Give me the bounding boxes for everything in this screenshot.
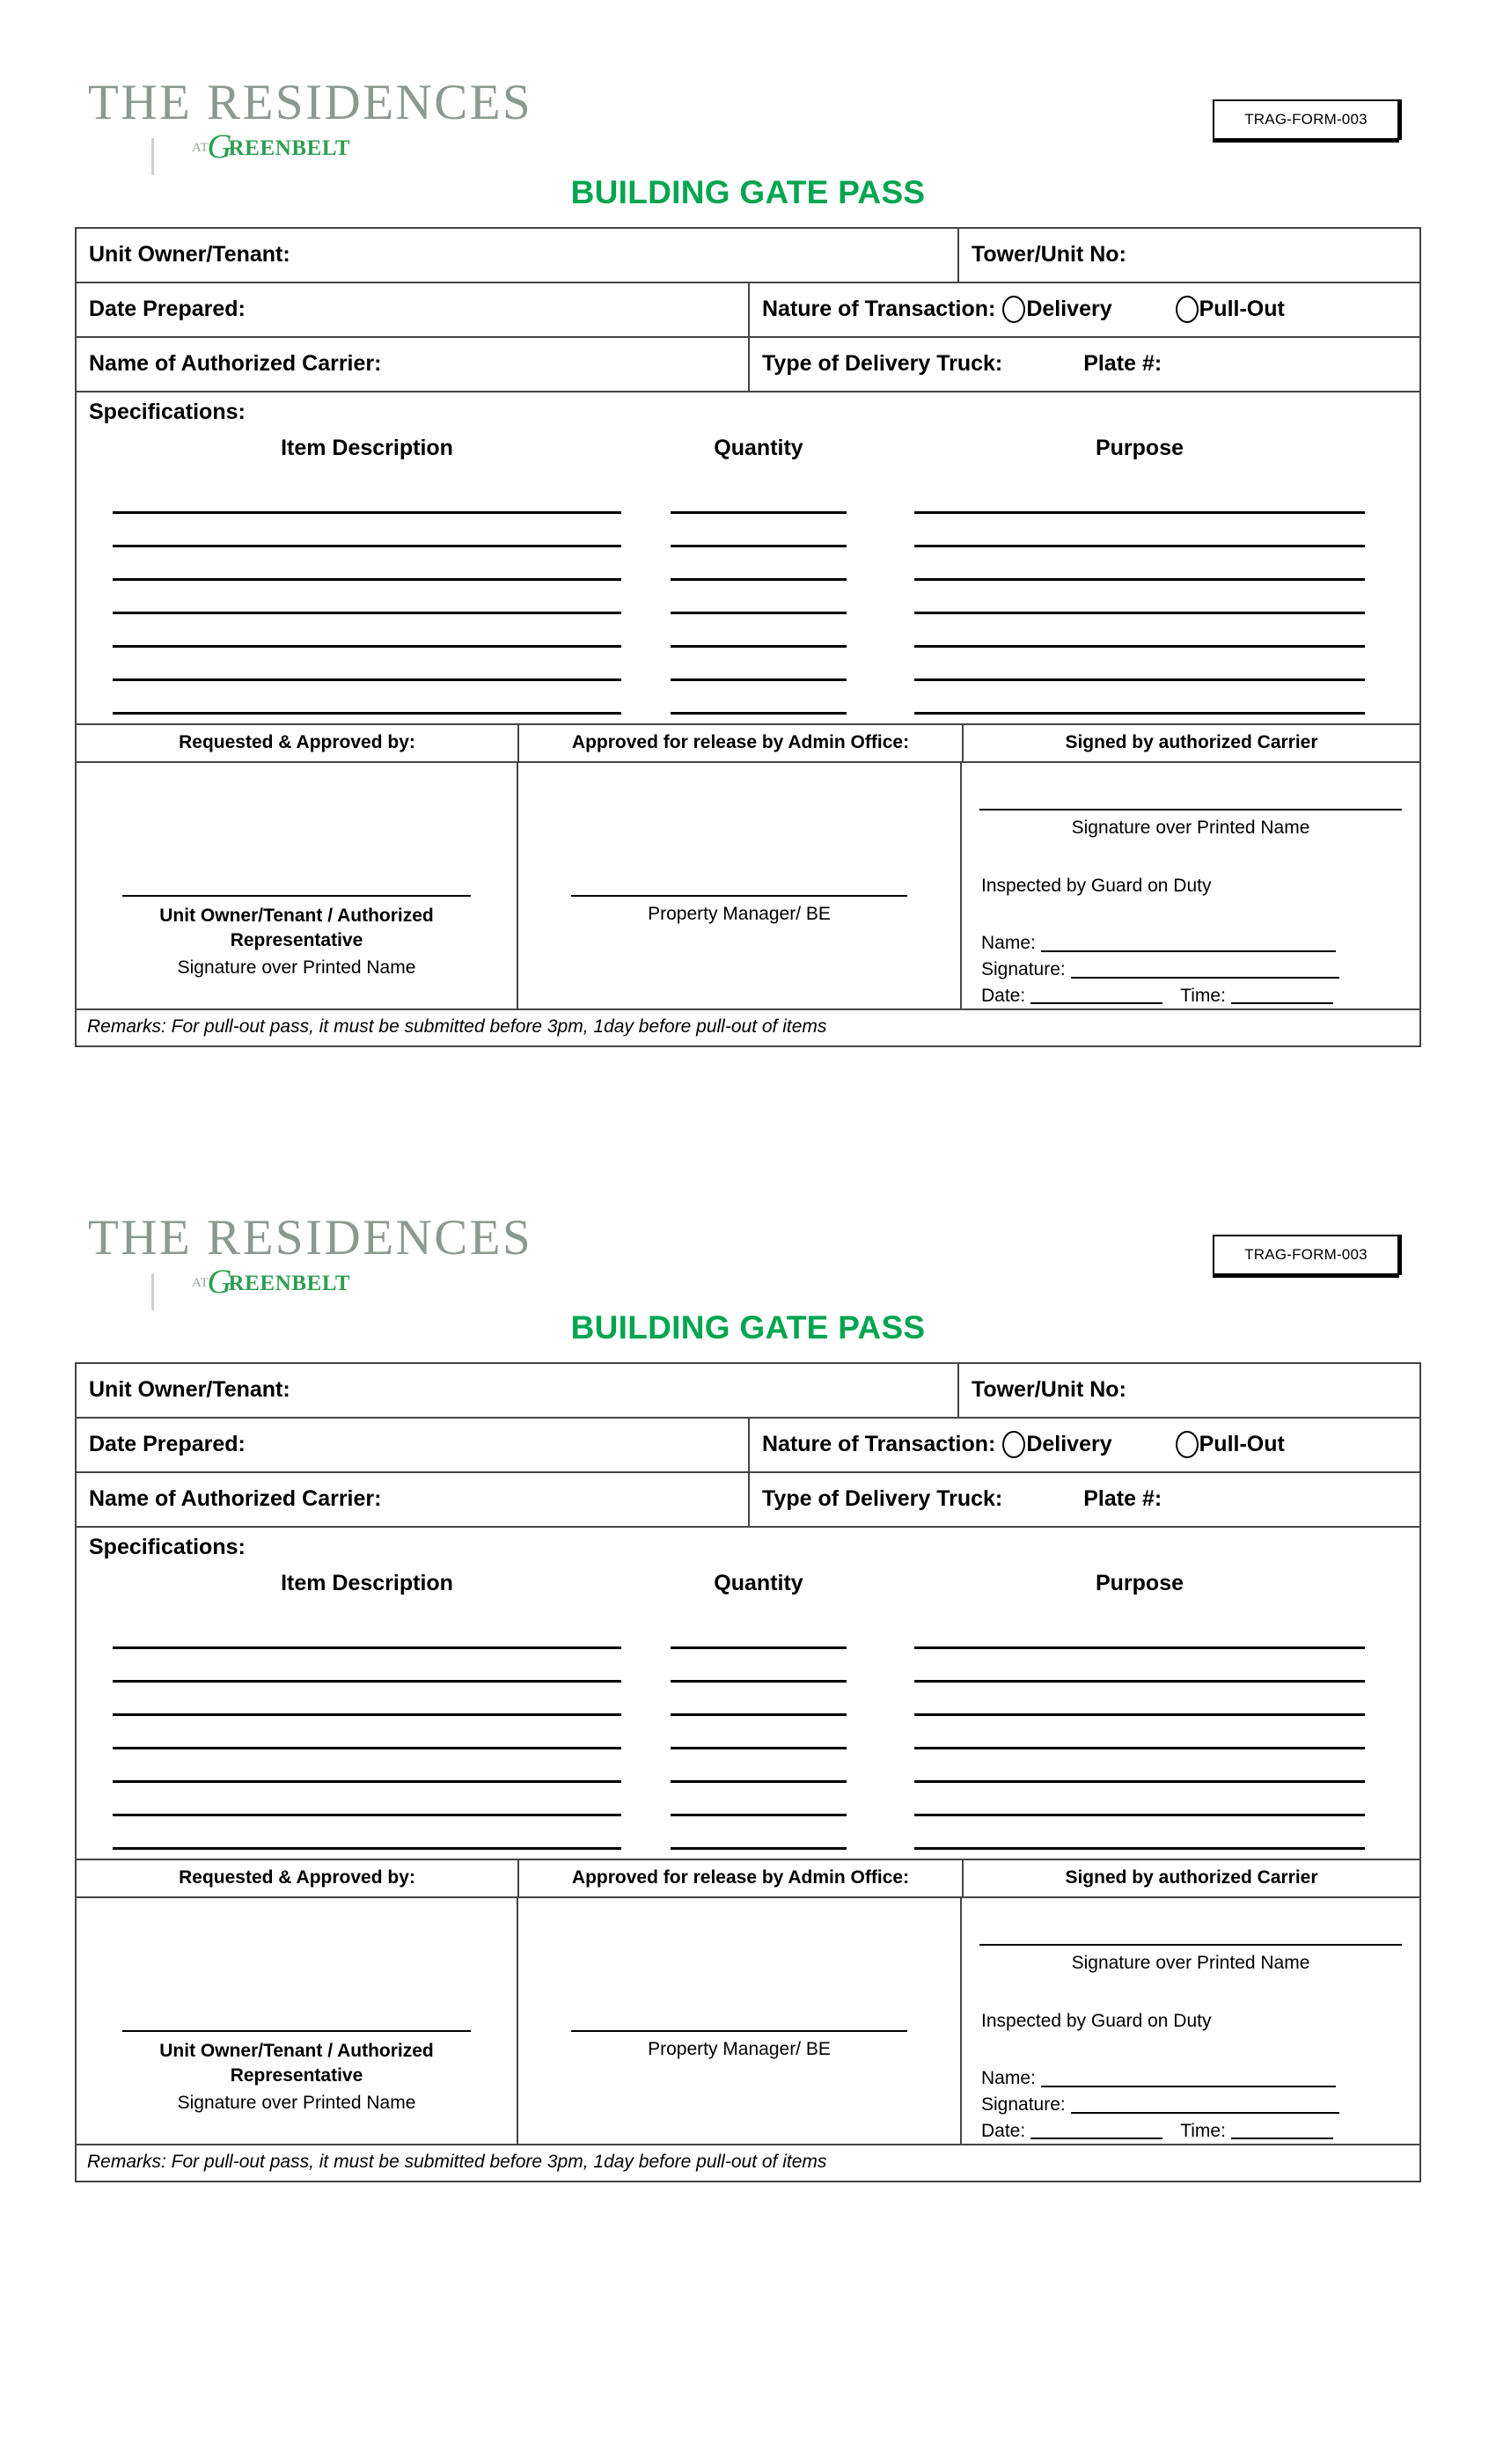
blank-line-item-description[interactable]: [113, 545, 621, 547]
label-guard-date: Date:: [981, 2120, 1026, 2141]
blank-line-quantity[interactable]: [671, 545, 847, 547]
brand-tagline: [192, 1263, 616, 1301]
gate-pass-form-copy-1: [0, 0, 1496, 1038]
header-requested-approved-by: Requested & Approved by:: [77, 725, 519, 761]
specification-entry-row[interactable]: [77, 1649, 1419, 1683]
blank-line-purpose[interactable]: [914, 1713, 1365, 1716]
row-date-prepared: [77, 1419, 1419, 1473]
brand-g-script: G: [207, 1263, 232, 1301]
label-type-of-delivery-truck: Type of Delivery Truck:: [762, 1485, 1003, 1511]
specification-entry-row[interactable]: [77, 1783, 1419, 1816]
blank-line-guard-signature[interactable]: [1071, 2112, 1339, 2114]
signature-line-property-manager[interactable]: [571, 2030, 907, 2032]
form-header: [0, 1135, 1496, 1346]
blank-line-quantity[interactable]: [671, 1680, 847, 1683]
form-code-text: TRAG-FORM-003: [1244, 1246, 1368, 1263]
label-date-prepared: Date Prepared:: [89, 1431, 246, 1456]
blank-line-purpose[interactable]: [914, 712, 1365, 715]
blank-line-quantity[interactable]: [671, 612, 847, 614]
blank-line-guard-name[interactable]: [1041, 950, 1336, 952]
brand-tagline: [192, 128, 616, 165]
signature-line-property-manager[interactable]: [571, 895, 907, 897]
caption-carrier-signature: Signature over Printed Name: [1071, 818, 1310, 838]
form-header: [0, 0, 1496, 210]
signature-line-owner[interactable]: [122, 2030, 471, 2032]
label-nature-of-transaction: Nature of Transaction:: [762, 296, 996, 321]
page-title: BUILDING GATE PASS: [570, 1309, 926, 1346]
specification-entry-row[interactable]: [77, 581, 1419, 614]
radio-delivery-icon[interactable]: [1002, 1431, 1025, 1458]
brand-logo: [88, 75, 616, 165]
label-option-delivery: Delivery: [1026, 296, 1112, 321]
signature-line-carrier[interactable]: [979, 1944, 1402, 1946]
specifications-blank-lines: [77, 480, 1419, 715]
label-guard-name: Name:: [981, 2068, 1036, 2088]
header-signed-authorized-carrier: Signed by authorized Carrier: [1065, 1867, 1318, 1888]
label-option-delivery: Delivery: [1026, 1431, 1112, 1456]
specifications-block: [77, 1528, 1419, 1860]
label-name-of-authorized-carrier: Name of Authorized Carrier:: [89, 350, 382, 376]
blank-line-item-description[interactable]: [113, 1780, 621, 1783]
blank-line-item-description[interactable]: [113, 712, 621, 715]
signature-headers-row: [77, 1860, 1419, 1898]
blank-line-purpose[interactable]: [914, 1814, 1365, 1816]
row-authorized-carrier: [77, 338, 1419, 392]
row-unit-owner: [77, 1364, 1419, 1419]
field-date-prepared[interactable]: [77, 1419, 750, 1471]
specification-entry-row[interactable]: [77, 681, 1419, 715]
column-header-purpose: Purpose: [1095, 436, 1184, 460]
field-name-of-authorized-carrier[interactable]: [77, 1473, 750, 1526]
field-tower-unit-no[interactable]: [959, 229, 1419, 282]
blank-line-item-description[interactable]: [113, 511, 621, 514]
label-tower-unit-no: Tower/Unit No:: [972, 1376, 1126, 1402]
blank-line-purpose[interactable]: [914, 1747, 1365, 1749]
form-code-text: TRAG-FORM-003: [1244, 111, 1368, 128]
form-code-box: [1213, 1235, 1399, 1275]
brand-name: THE RESIDENCES: [88, 75, 533, 130]
label-owner-title-line1: Unit Owner/Tenant / Authorized: [159, 906, 434, 926]
signature-line-carrier[interactable]: [979, 809, 1402, 810]
blank-line-quantity[interactable]: [671, 1780, 847, 1783]
radio-pull-out-icon[interactable]: [1176, 1431, 1199, 1458]
blank-line-quantity[interactable]: [671, 645, 847, 648]
gate-pass-table: [75, 227, 1421, 1047]
field-truck-and-plate[interactable]: [750, 1473, 1419, 1526]
label-option-pull-out: Pull-Out: [1199, 1431, 1285, 1456]
label-owner-title: [77, 904, 517, 954]
remarks-row: Remarks: For pull-out pass, it must be submitted before 3pm, 1day before pull-out of items: [87, 1016, 827, 1038]
field-unit-owner-tenant[interactable]: [77, 229, 959, 282]
field-truck-and-plate[interactable]: [750, 338, 1419, 391]
blank-line-quantity[interactable]: [671, 1713, 847, 1716]
header-approved-admin-office: Approved for release by Admin Office:: [519, 725, 964, 761]
blank-line-purpose[interactable]: [914, 1780, 1365, 1783]
column-header-item-description: Item Description: [281, 436, 453, 460]
header-requested-approved-by: Requested & Approved by:: [77, 1860, 519, 1896]
specifications-column-headers: [77, 1571, 1419, 1596]
field-date-prepared[interactable]: [77, 283, 750, 336]
blank-line-purpose[interactable]: [914, 678, 1365, 681]
label-option-pull-out: Pull-Out: [1199, 296, 1285, 321]
label-nature-of-transaction: Nature of Transaction:: [762, 1431, 996, 1456]
blank-line-item-description[interactable]: [113, 1646, 621, 1649]
signature-block-admin[interactable]: [518, 763, 962, 1008]
signature-body-row: [77, 1898, 1419, 2145]
header-signed-authorized-carrier: Signed by authorized Carrier: [1065, 732, 1318, 752]
label-unit-owner-tenant: Unit Owner/Tenant:: [89, 1376, 290, 1402]
brand-greenbelt-label: REENBELT: [228, 136, 351, 160]
signature-block-carrier[interactable]: [962, 763, 1419, 1008]
guard-field-name[interactable]: [981, 930, 1402, 957]
specification-entry-row[interactable]: [77, 1816, 1419, 1850]
specification-entry-row[interactable]: [77, 648, 1419, 681]
guard-field-date-time[interactable]: [981, 2118, 1402, 2145]
brand-greenbelt-label: REENBELT: [228, 1272, 351, 1295]
label-guard-signature: Signature:: [981, 2094, 1066, 2115]
blank-line-quantity[interactable]: [671, 1847, 847, 1850]
specification-entry-row[interactable]: [77, 480, 1419, 514]
blank-line-item-description[interactable]: [113, 1713, 621, 1716]
label-guard-time: Time:: [1180, 2120, 1226, 2141]
caption-owner-signature: Signature over Printed Name: [177, 2092, 416, 2113]
gate-pass-form-copy-2: [0, 1135, 1496, 2173]
row-authorized-carrier: [77, 1473, 1419, 1528]
caption-owner-signature: Signature over Printed Name: [177, 957, 416, 978]
brand-at-label: AT: [192, 141, 209, 155]
label-inspected-by-guard: Inspected by Guard on Duty: [981, 876, 1212, 896]
form-code-box: [1213, 99, 1399, 140]
guard-field-signature[interactable]: [981, 957, 1402, 983]
caption-property-manager: Property Manager/ BE: [648, 2039, 831, 2059]
specification-entry-row[interactable]: [77, 1616, 1419, 1649]
label-specifications: Specifications:: [89, 400, 246, 424]
blank-line-guard-date[interactable]: [1030, 1002, 1162, 1004]
field-unit-owner-tenant[interactable]: [77, 1364, 959, 1417]
label-guard-date: Date:: [981, 985, 1026, 1006]
guard-field-date-time[interactable]: [981, 983, 1402, 1009]
blank-line-purpose[interactable]: [914, 1847, 1365, 1850]
specification-entry-row[interactable]: [77, 514, 1419, 547]
blank-line-purpose[interactable]: [914, 511, 1365, 514]
brand-tick-mark: [151, 1273, 154, 1310]
brand-g-script: G: [207, 128, 232, 165]
blank-line-quantity[interactable]: [671, 578, 847, 581]
signature-block-owner[interactable]: [77, 763, 518, 1008]
field-name-of-authorized-carrier[interactable]: [77, 338, 750, 391]
label-plate-no: Plate #:: [1083, 1485, 1162, 1511]
label-date-prepared: Date Prepared:: [89, 296, 246, 321]
row-date-prepared: [77, 283, 1419, 338]
label-owner-title-line2: Representative: [230, 2065, 363, 2086]
specifications-column-headers: [77, 436, 1419, 461]
brand-name: THE RESIDENCES: [88, 1210, 533, 1265]
label-guard-time: Time:: [1180, 985, 1226, 1006]
caption-property-manager: Property Manager/ BE: [648, 904, 831, 924]
label-name-of-authorized-carrier: Name of Authorized Carrier:: [89, 1485, 382, 1511]
guard-field-name[interactable]: [981, 2065, 1402, 2092]
blank-line-purpose[interactable]: [914, 645, 1365, 648]
blank-line-purpose[interactable]: [914, 545, 1365, 547]
column-header-quantity: Quantity: [714, 1571, 803, 1595]
label-guard-name: Name:: [981, 933, 1036, 953]
label-tower-unit-no: Tower/Unit No:: [972, 241, 1126, 267]
gate-pass-table: [75, 1362, 1421, 2182]
blank-line-quantity[interactable]: [671, 1747, 847, 1749]
blank-line-purpose[interactable]: [914, 612, 1365, 614]
header-approved-admin-office: Approved for release by Admin Office:: [519, 1860, 964, 1896]
label-guard-signature: Signature:: [981, 958, 1066, 979]
blank-line-quantity[interactable]: [671, 1646, 847, 1649]
label-type-of-delivery-truck: Type of Delivery Truck:: [762, 350, 1003, 376]
label-plate-no: Plate #:: [1083, 350, 1162, 376]
radio-pull-out-icon[interactable]: [1176, 296, 1199, 323]
guard-fields: [979, 930, 1402, 1008]
row-unit-owner: [77, 229, 1419, 283]
blank-line-purpose[interactable]: [914, 1646, 1365, 1649]
blank-line-guard-time[interactable]: [1231, 1002, 1333, 1004]
label-unit-owner-tenant: Unit Owner/Tenant:: [89, 241, 290, 267]
signature-body-row: [77, 763, 1419, 1010]
specification-entry-row[interactable]: [77, 1749, 1419, 1783]
blank-line-item-description[interactable]: [113, 1814, 621, 1816]
label-owner-title-line2: Representative: [230, 930, 363, 951]
blank-line-quantity[interactable]: [671, 1814, 847, 1816]
blank-line-item-description[interactable]: [113, 1847, 621, 1850]
signature-block-carrier[interactable]: [962, 1898, 1419, 2144]
label-owner-title: [77, 2039, 517, 2089]
blank-line-item-description[interactable]: [113, 678, 621, 681]
brand-at-label: AT: [192, 1276, 209, 1290]
blank-line-quantity[interactable]: [671, 511, 847, 514]
blank-line-guard-name[interactable]: [1041, 2086, 1336, 2087]
blank-line-item-description[interactable]: [113, 612, 621, 614]
blank-line-item-description[interactable]: [113, 645, 621, 648]
specifications-blank-lines: [77, 1616, 1419, 1850]
blank-line-quantity[interactable]: [671, 678, 847, 681]
specification-entry-row[interactable]: [77, 1716, 1419, 1749]
column-header-quantity: Quantity: [714, 436, 803, 460]
signature-line-owner[interactable]: [122, 895, 471, 897]
specification-entry-row[interactable]: [77, 614, 1419, 648]
blank-line-quantity[interactable]: [671, 712, 847, 715]
field-nature-of-transaction: [750, 283, 1419, 336]
blank-line-guard-signature[interactable]: [1071, 977, 1339, 979]
guard-field-signature[interactable]: [981, 2092, 1402, 2118]
specifications-block: [77, 392, 1419, 725]
specification-entry-row[interactable]: [77, 547, 1419, 581]
caption-carrier-signature: Signature over Printed Name: [1071, 1953, 1310, 1973]
specification-entry-row[interactable]: [77, 1683, 1419, 1716]
signature-block-owner[interactable]: [77, 1898, 518, 2144]
blank-line-purpose[interactable]: [914, 1680, 1365, 1683]
field-nature-of-transaction: [750, 1419, 1419, 1471]
label-inspected-by-guard: Inspected by Guard on Duty: [981, 2011, 1212, 2031]
guard-fields: [979, 2065, 1402, 2144]
blank-line-guard-date[interactable]: [1030, 2138, 1162, 2139]
blank-line-guard-time[interactable]: [1231, 2138, 1333, 2139]
page-title: BUILDING GATE PASS: [570, 174, 926, 210]
label-specifications: Specifications:: [89, 1535, 246, 1559]
column-header-purpose: Purpose: [1095, 1571, 1184, 1595]
brand-tick-mark: [151, 138, 154, 175]
remarks-row: Remarks: For pull-out pass, it must be submitted before 3pm, 1day before pull-out of items: [87, 2152, 827, 2173]
label-owner-title-line1: Unit Owner/Tenant / Authorized: [159, 2041, 434, 2061]
blank-line-item-description[interactable]: [113, 1747, 621, 1749]
radio-delivery-icon[interactable]: [1002, 296, 1025, 323]
blank-line-item-description[interactable]: [113, 578, 621, 581]
column-header-item-description: Item Description: [281, 1571, 453, 1595]
brand-logo: [88, 1210, 616, 1301]
blank-line-item-description[interactable]: [113, 1680, 621, 1683]
blank-line-purpose[interactable]: [914, 578, 1365, 581]
field-tower-unit-no[interactable]: [959, 1364, 1419, 1417]
signature-block-admin[interactable]: [518, 1898, 962, 2144]
signature-headers-row: [77, 725, 1419, 763]
